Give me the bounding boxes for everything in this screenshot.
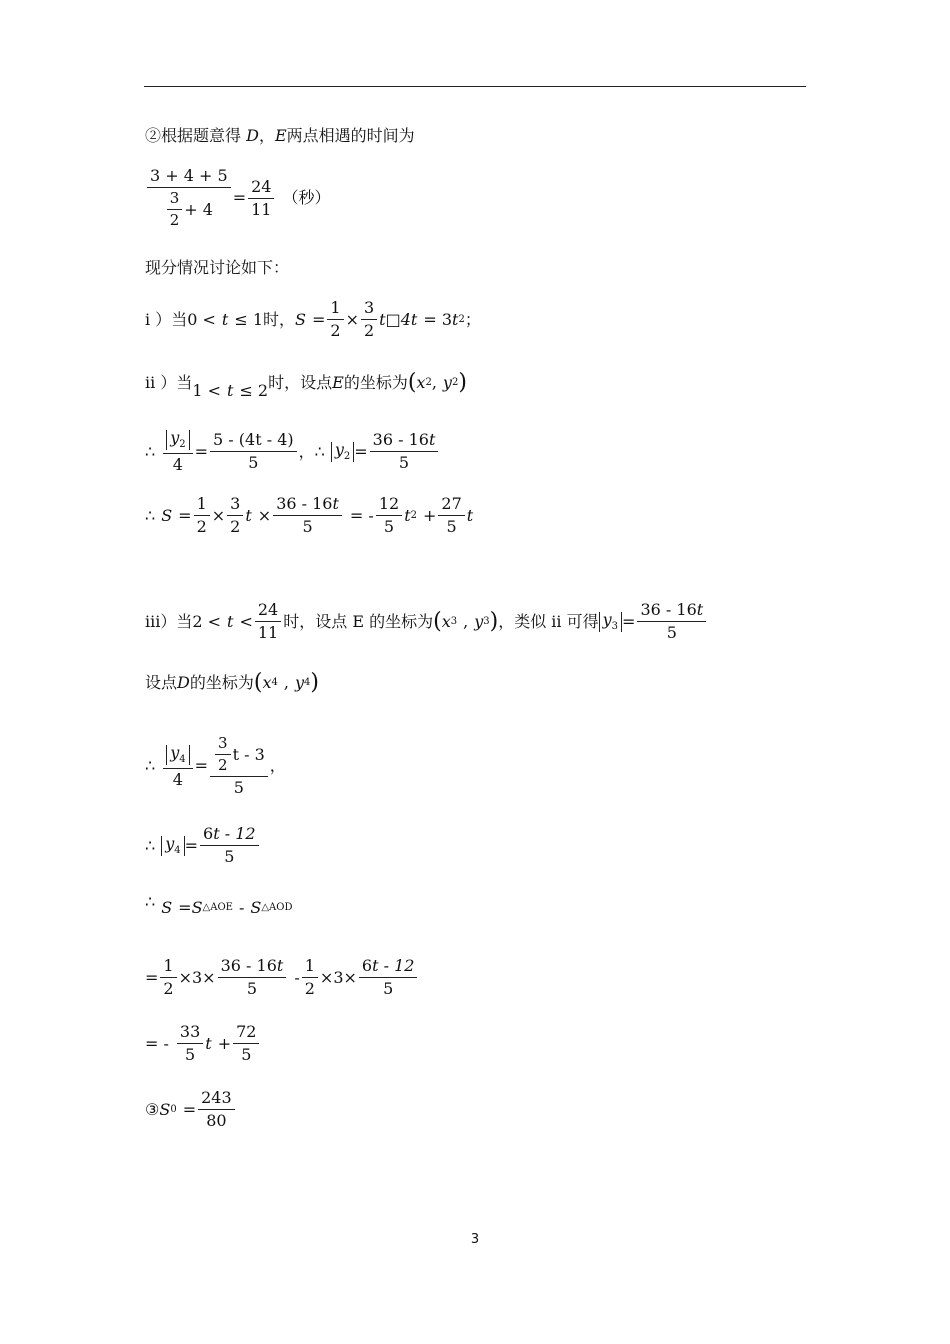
denominator: 5 — [241, 1045, 252, 1064]
denominator: 2 — [196, 517, 207, 536]
var-S: S — [161, 505, 173, 525]
fraction — [361, 300, 377, 339]
case-label: iii）当 — [145, 611, 193, 631]
punct: , — [463, 611, 469, 631]
abs-value — [166, 742, 189, 765]
ineq: ≤ 2 — [239, 381, 269, 400]
text: ，类似 ii 可得 — [498, 611, 599, 631]
var-S: S — [250, 898, 262, 917]
denominator: 2 — [230, 517, 241, 536]
punct: ， — [269, 756, 286, 775]
subscript: 4 — [179, 753, 186, 765]
line-y4-ratio — [145, 736, 286, 796]
term: t□4t — [379, 309, 418, 329]
numerator — [359, 958, 418, 978]
subscript: 3 — [611, 620, 619, 632]
fraction — [438, 496, 464, 535]
var-D: D — [246, 126, 259, 145]
term: 6 — [361, 956, 373, 975]
numerator: 72 — [233, 1024, 259, 1044]
var-t: t — [221, 309, 229, 329]
var-t: t — [227, 381, 234, 400]
therefore: ∴ — [145, 505, 156, 525]
numerator: 3 + 4 + 5 — [147, 168, 231, 188]
var-x: x — [441, 611, 451, 631]
equals: = 3 — [423, 309, 452, 329]
equals: = — [232, 188, 247, 207]
ineq: ≤ 1 — [234, 309, 263, 329]
line-meeting-time-intro — [145, 128, 415, 144]
therefore: ∴ — [145, 441, 156, 461]
term: t - 12 — [372, 956, 415, 975]
text: 现分情况讨论如下： — [145, 258, 290, 277]
numerator: 1 — [327, 300, 343, 320]
minus: - — [238, 898, 245, 917]
numerator: 1 — [302, 958, 318, 978]
fraction — [255, 602, 281, 641]
fraction — [163, 742, 192, 789]
var-t: t — [452, 309, 459, 329]
subscript: 2 — [451, 377, 459, 388]
header-rule — [144, 86, 806, 87]
circled-3: ③ — [145, 1099, 160, 1119]
subscript: 3 — [483, 615, 490, 627]
ineq: 2 < — [192, 611, 222, 631]
abs-value — [599, 609, 622, 632]
fraction — [218, 958, 287, 997]
numerator — [370, 432, 439, 452]
denominator: 5 — [446, 517, 457, 536]
fraction — [233, 1024, 259, 1063]
var-y: y — [474, 611, 484, 631]
var-S: S — [161, 898, 173, 917]
var-t: t — [332, 494, 339, 513]
term: 36 - 16 — [276, 494, 333, 513]
compound-fraction — [147, 168, 231, 228]
var-t: t — [428, 430, 436, 449]
text: 时， — [263, 309, 296, 329]
numerator: 3 — [227, 496, 243, 516]
text: 的坐标为 — [343, 373, 408, 392]
punct: ； — [464, 309, 481, 329]
fraction — [194, 496, 210, 535]
var-y: y — [602, 609, 612, 629]
equals: = — [145, 967, 159, 987]
times: × — [257, 505, 272, 525]
subscript: 4 — [174, 844, 181, 856]
numerator: 5 - (4t - 4) — [210, 432, 297, 452]
var-x: x — [262, 673, 272, 692]
numerator: 3 — [215, 736, 231, 755]
punct: , — [283, 673, 289, 692]
ineq: 0 < — [187, 309, 216, 329]
abs-value — [331, 439, 354, 462]
numerator: 243 — [198, 1090, 235, 1110]
subscript: △AOE — [202, 902, 233, 913]
numerator: 27 — [438, 496, 464, 516]
numerator — [200, 826, 259, 846]
exponent: 2 — [458, 313, 465, 325]
denominator: 5 — [184, 1045, 196, 1064]
denominator: 4 — [172, 769, 183, 789]
denominator: 2 — [330, 321, 341, 340]
abs-value — [166, 430, 189, 450]
minus: - — [294, 967, 300, 987]
numerator — [218, 958, 287, 978]
subscript: 2 — [425, 377, 432, 388]
fraction — [160, 958, 176, 997]
var-t: t — [696, 600, 704, 619]
line-case-iii — [145, 602, 708, 641]
line-area-result — [145, 1024, 261, 1063]
denominator: 2 — [163, 979, 174, 998]
subscript: 4 — [271, 677, 278, 688]
punct: ， — [298, 441, 315, 461]
var-t: t — [466, 505, 474, 525]
fraction — [227, 496, 243, 535]
paren-right: ) — [310, 670, 319, 695]
case-label: i ）当 — [145, 309, 188, 329]
denominator: 2 — [169, 211, 180, 229]
paren-left: ( — [433, 608, 442, 634]
numerator: 24 — [255, 602, 281, 622]
denominator: 2 — [218, 756, 228, 774]
text: 的坐标为 — [189, 673, 254, 692]
therefore: ∴ — [145, 835, 156, 855]
numerator — [163, 742, 192, 769]
numerator: 1 — [160, 958, 176, 978]
ineq: < — [239, 611, 253, 631]
result-fraction — [248, 176, 274, 219]
var-y: y — [170, 742, 180, 762]
ineq: 1 < — [192, 381, 221, 400]
var-y: y — [294, 673, 304, 692]
equals: = — [194, 441, 209, 461]
compound-fraction — [210, 736, 268, 796]
var-t: t — [404, 505, 411, 525]
equals: = — [178, 898, 192, 917]
abs-value — [161, 833, 184, 856]
term: t - 3 — [232, 744, 265, 764]
var-t: t — [227, 611, 234, 631]
fraction — [177, 1024, 203, 1063]
denominator: 5 — [666, 623, 677, 642]
var-y: y — [170, 428, 180, 447]
denominator: 5 — [302, 517, 313, 536]
fraction — [200, 826, 259, 865]
paren-left: ( — [407, 370, 417, 395]
term: 6 — [203, 824, 214, 843]
numerator: 3 — [361, 300, 377, 320]
case-label: ii ）当 — [145, 373, 193, 392]
therefore: ∴ — [314, 441, 325, 461]
fraction — [327, 300, 343, 339]
line-case-i — [145, 300, 481, 339]
line-case-ii — [145, 370, 467, 400]
subscript: 4 — [304, 677, 311, 688]
var-E: E — [274, 126, 287, 145]
text: 设点 — [145, 673, 178, 692]
denominator: 5 — [224, 847, 235, 866]
punct: , — [431, 373, 437, 392]
var-y: y — [442, 373, 452, 392]
numerator — [210, 736, 268, 777]
var-t: t — [245, 505, 252, 525]
paren-right: ) — [489, 608, 499, 634]
equals: = — [622, 611, 636, 631]
denominator: 80 — [206, 1111, 227, 1130]
var-S: S — [191, 898, 203, 917]
fraction — [637, 602, 706, 641]
numerator — [637, 602, 706, 622]
var-D: D — [177, 673, 190, 692]
times: × — [211, 505, 226, 525]
fraction — [198, 1090, 235, 1129]
term: t - 12 — [213, 824, 256, 843]
line-case-intro — [145, 260, 289, 276]
page-number: 3 — [470, 1232, 480, 1247]
denominator: 5 — [246, 979, 258, 998]
equals: = - — [349, 505, 374, 525]
denominator: 11 — [251, 199, 272, 219]
line-area-expansion — [145, 958, 419, 997]
term: 36 - 16 — [220, 956, 277, 975]
numerator: 33 — [177, 1024, 203, 1044]
fraction — [163, 430, 192, 473]
numerator: 24 — [248, 179, 274, 199]
text: 时，设点 — [268, 373, 333, 392]
equals: = — [311, 309, 326, 329]
fraction — [210, 432, 297, 471]
numerator: 3 — [167, 191, 183, 210]
line-meeting-time-formula — [145, 168, 330, 228]
denominator: 2 — [304, 979, 315, 998]
subscript: 2 — [343, 450, 351, 462]
equals: = — [184, 835, 199, 855]
numerator — [163, 430, 192, 454]
line-part-3 — [145, 1090, 237, 1129]
line-y2-derivation — [145, 430, 440, 473]
line-point-D — [145, 672, 319, 694]
equals: = — [182, 1099, 197, 1119]
inequality — [192, 383, 268, 399]
line-area-case-ii — [145, 496, 473, 535]
var-t: t — [276, 956, 284, 975]
fraction — [302, 958, 318, 997]
inner-fraction — [215, 736, 231, 773]
therefore: ∴ — [145, 892, 156, 911]
numerator — [273, 496, 342, 516]
term: 36 - 16 — [372, 430, 429, 449]
term: + 4 — [184, 199, 213, 219]
numerator: 12 — [376, 496, 402, 516]
subscript: 3 — [450, 615, 458, 627]
fraction — [273, 496, 342, 535]
equals: = - — [145, 1033, 169, 1053]
fraction — [376, 496, 402, 535]
text: 时，设点 E 的坐标为 — [283, 611, 434, 631]
times: × — [345, 309, 359, 329]
text: 两点相遇的时间为 — [286, 126, 415, 145]
plus: + — [423, 505, 437, 525]
subscript: 2 — [179, 439, 186, 450]
subscript: 0 — [170, 1103, 177, 1115]
var-t: t — [205, 1033, 212, 1053]
denominator: 2 — [363, 321, 375, 340]
line-y4-value — [145, 826, 261, 865]
denominator: 5 — [248, 453, 259, 472]
numerator: 1 — [194, 496, 210, 516]
fraction — [370, 432, 439, 471]
punct: ， — [258, 126, 275, 145]
var-x: x — [416, 373, 426, 392]
denominator: 5 — [383, 517, 395, 536]
var-y: y — [165, 833, 175, 853]
paren-right: ) — [458, 370, 467, 395]
equals: = — [354, 441, 368, 461]
line-area-difference — [145, 892, 293, 917]
therefore: ∴ — [145, 756, 156, 775]
denominator: 5 — [398, 453, 410, 472]
denominator — [162, 188, 216, 228]
denominator: 5 — [383, 979, 394, 998]
unit: （秒） — [282, 188, 331, 207]
times-three: ×3× — [178, 967, 216, 987]
text: 根据题意得 — [161, 126, 242, 145]
var-S: S — [295, 309, 306, 329]
denominator: 11 — [257, 623, 279, 642]
denominator: 5 — [233, 778, 244, 797]
var-E: E — [332, 373, 344, 392]
var-y: y — [334, 439, 344, 459]
var-S: S — [159, 1099, 171, 1119]
exponent: 2 — [410, 509, 417, 521]
circled-2: ② — [145, 126, 162, 145]
plus: + — [217, 1033, 232, 1053]
times-three: ×3× — [319, 967, 357, 987]
paren-left: ( — [253, 670, 263, 695]
term: 36 - 16 — [640, 600, 697, 619]
fraction — [359, 958, 418, 997]
equals: = — [178, 505, 192, 525]
subscript: △AOD — [261, 902, 293, 913]
equals: = — [194, 756, 209, 775]
inner-fraction — [167, 191, 183, 228]
denominator: 4 — [172, 455, 183, 474]
